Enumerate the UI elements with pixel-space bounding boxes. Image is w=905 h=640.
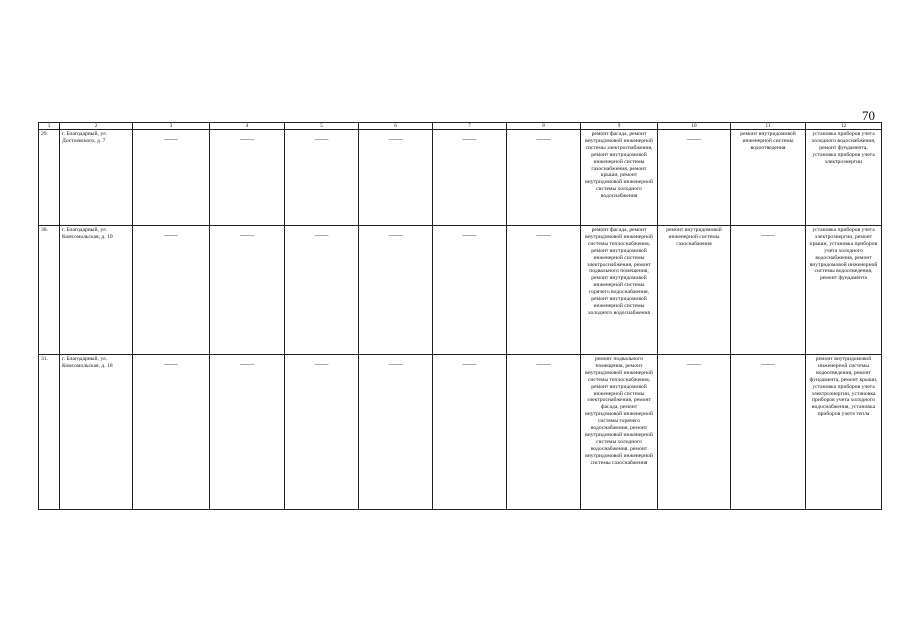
empty-dash: —— — [462, 231, 477, 239]
column-numbers-row — [39, 123, 882, 130]
empty-dash: —— — [240, 135, 254, 143]
row-number: 29. — [39, 130, 60, 226]
row-number: 30. — [39, 226, 60, 355]
table-row — [39, 130, 882, 226]
empty-dash: —— — [761, 360, 775, 368]
column-header: 12 — [806, 123, 882, 130]
column-header: 3 — [133, 123, 210, 130]
empty-dash: —— — [164, 231, 178, 239]
row-number: 31. — [39, 355, 60, 510]
empty-dash: —— — [388, 231, 403, 239]
empty-dash: —— — [314, 231, 329, 239]
empty-dash: —— — [314, 360, 329, 368]
empty-dash: —— — [164, 135, 178, 143]
empty-dash: —— — [388, 135, 403, 143]
column-header: 6 — [359, 123, 433, 130]
column-header: 2 — [60, 123, 133, 130]
address-cell: г. Благодарный, ул. Достоевского, д. 7 — [60, 130, 133, 226]
column-header: 11 — [731, 123, 806, 130]
works-cell: ремонт внутридомовой инженерной системы водоотведения — [731, 130, 806, 226]
empty-dash: —— — [687, 360, 701, 368]
table-row — [39, 355, 882, 510]
column-header: 1 — [39, 123, 60, 130]
works-cell: ремонт внутридомовой инженерной системы газоснабжения — [658, 226, 731, 355]
column-header: 7 — [433, 123, 507, 130]
column-header: 5 — [285, 123, 359, 130]
empty-dash: —— — [240, 360, 254, 368]
empty-dash: —— — [536, 135, 551, 143]
works-cell: ремонт фасада, ремонт внутридомовой инженерной системы теплоснабжения, ремонт внутридомовой инженерной системы электроснабжения, ремонт подвального помещения, ремонт внутридомовой инженерной системы горячего водоснабжения, ремонт внутридомовой инженерной системы холодного водоснабжения — [581, 226, 658, 355]
empty-dash: —— — [462, 135, 477, 143]
column-header: 8 — [507, 123, 581, 130]
works-cell: установка приборов учета холодного водоснабжения, ремонт фундамента, установка приборов учета электроэнергии — [806, 130, 882, 226]
address-cell: г. Благодарный, ул. Комсомольская, д. 18 — [60, 355, 133, 510]
empty-dash: —— — [240, 231, 254, 239]
empty-dash: —— — [536, 231, 551, 239]
empty-dash: —— — [462, 360, 477, 368]
column-header: 10 — [658, 123, 731, 130]
empty-dash: —— — [761, 231, 775, 239]
column-header: 4 — [210, 123, 285, 130]
column-header: 9 — [581, 123, 658, 130]
page-number: 70 — [862, 108, 875, 123]
empty-dash: —— — [536, 360, 551, 368]
repair-schedule-table — [38, 122, 882, 510]
empty-dash: —— — [388, 360, 403, 368]
empty-dash: —— — [164, 360, 178, 368]
works-cell: ремонт фасада, ремонт внутридомовой инженерной системы электроснабжения, ремонт внутридомовой инженерной системы газоснабжения, ремонт крыши, ремонт внутридомовой инженерной системы холодного водоснабжения — [581, 130, 658, 226]
table-row — [39, 226, 882, 355]
address-cell: г. Благодарный, ул. Комсомольская, д. 10 — [60, 226, 133, 355]
works-cell: установка приборов учета электроэнергии, ремонт крыши, установка приборов учета холодного водоснабжения, ремонт внутридомовой инженерной системы водоотведения, ремонт фундамента — [806, 226, 882, 355]
empty-dash: —— — [687, 135, 701, 143]
works-cell: ремонт внутридомовой инженерной системы водоотведения, ремонт фундамента, ремонт крыши, установка приборов учета электроэнергии, установка приборов учета холодного водоснабжения, установка приборов учета тепла — [806, 355, 882, 510]
works-cell: ремонт подвального помещения, ремонт внутридомовой инженерной системы теплоснабжения, ремонт внутридомовой инженерной системы электроснабжения, ремонт фасада, ремонт внутридомовой инженерной системы горячего водоснабжения, ремонт внутридомовой инженерной системы холодного водоснабжения, ремонт внутридомовой инженерной системы газоснабжения — [581, 355, 658, 510]
empty-dash: —— — [314, 135, 329, 143]
